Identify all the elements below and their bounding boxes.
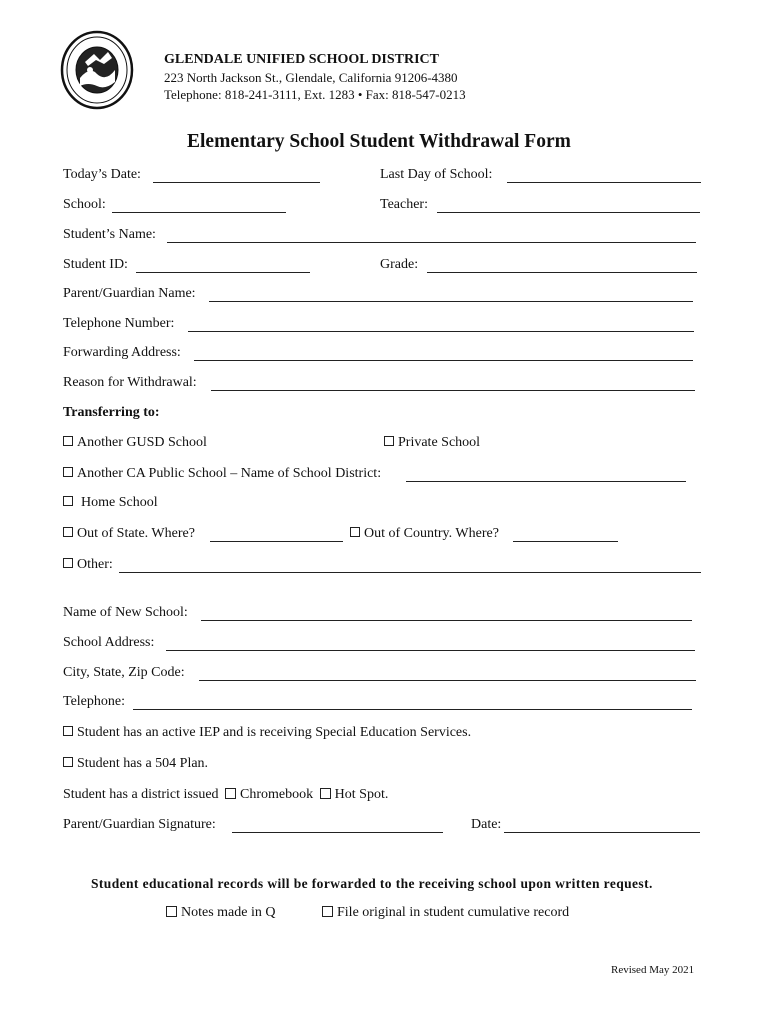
district-issued-row bbox=[63, 787, 388, 803]
telephone-number-field[interactable] bbox=[188, 331, 694, 332]
last-day-label: Last Day of School: bbox=[380, 167, 493, 182]
records-note: Student educational records will be forwarded to the receiving school upon written request. bbox=[91, 876, 653, 891]
file-original-label: File original in student cumulative record bbox=[337, 905, 570, 920]
checkbox-icon[interactable] bbox=[63, 436, 73, 446]
option-home-school[interactable] bbox=[63, 495, 158, 511]
parent-name-field[interactable] bbox=[209, 301, 693, 302]
option-out-of-country[interactable] bbox=[350, 526, 499, 542]
hotspot-checkbox-icon[interactable] bbox=[320, 788, 331, 799]
district-phone: Telephone: 818-241-3111, Ext. 1283 • Fax: 818-547-0213 bbox=[164, 87, 466, 102]
reason-field[interactable] bbox=[211, 390, 695, 391]
grade-label: Grade: bbox=[380, 257, 419, 272]
student-name-label: Student’s Name: bbox=[63, 227, 156, 242]
checkbox-icon[interactable] bbox=[63, 467, 73, 477]
checkbox-icon[interactable] bbox=[384, 436, 394, 446]
telephone-label: Telephone: bbox=[63, 694, 125, 709]
telephone-field[interactable] bbox=[133, 709, 692, 710]
option-out-of-country-label: Out of Country. Where? bbox=[364, 526, 499, 541]
signature-field[interactable] bbox=[232, 832, 443, 833]
date-label: Date: bbox=[471, 817, 502, 832]
option-ca-public-label: Another CA Public School – Name of School District: bbox=[77, 466, 382, 481]
school-field[interactable] bbox=[112, 212, 286, 213]
chromebook-checkbox-icon[interactable] bbox=[225, 788, 236, 799]
option-out-of-state[interactable] bbox=[63, 526, 195, 542]
telephone-number-label: Telephone Number: bbox=[63, 316, 175, 331]
student-id-field[interactable] bbox=[136, 272, 310, 273]
option-private-school-label: Private School bbox=[398, 435, 481, 450]
other-field[interactable] bbox=[119, 572, 701, 573]
checkbox-icon[interactable] bbox=[322, 906, 333, 917]
last-day-field[interactable] bbox=[507, 182, 701, 183]
parent-name-label: Parent/Guardian Name: bbox=[63, 286, 196, 301]
option-out-of-state-label: Out of State. Where? bbox=[77, 526, 195, 541]
option-private-school[interactable] bbox=[384, 435, 480, 451]
revised-date: Revised May 2021 bbox=[611, 964, 695, 976]
teacher-field[interactable] bbox=[437, 212, 700, 213]
school-label: School: bbox=[63, 197, 106, 212]
school-address-label: School Address: bbox=[63, 635, 155, 650]
date-field[interactable] bbox=[504, 832, 700, 833]
form-title: Elementary School Student Withdrawal Form bbox=[187, 131, 571, 152]
out-of-state-field[interactable] bbox=[210, 541, 343, 542]
plan504-option[interactable] bbox=[63, 756, 208, 772]
todays-date-field[interactable] bbox=[153, 182, 320, 183]
option-ca-public[interactable] bbox=[63, 466, 381, 482]
forwarding-address-label: Forwarding Address: bbox=[63, 345, 181, 360]
notes-q-option[interactable] bbox=[166, 905, 275, 921]
checkbox-icon[interactable] bbox=[350, 527, 360, 537]
district-address: 223 North Jackson St., Glendale, California 91206-4380 bbox=[164, 70, 458, 85]
notes-q-label: Notes made in Q bbox=[181, 905, 276, 920]
checkbox-icon[interactable] bbox=[166, 906, 177, 917]
hotspot-label: Hot Spot. bbox=[334, 787, 389, 802]
checkbox-icon[interactable] bbox=[63, 558, 73, 568]
checkbox-icon[interactable] bbox=[63, 496, 73, 506]
new-school-field[interactable] bbox=[201, 620, 692, 621]
checkbox-icon[interactable] bbox=[63, 757, 73, 767]
signature-label: Parent/Guardian Signature: bbox=[63, 817, 216, 832]
district-name: GLENDALE UNIFIED SCHOOL DISTRICT bbox=[164, 52, 440, 67]
district-seal-logo bbox=[60, 30, 134, 110]
file-original-option[interactable] bbox=[322, 905, 569, 921]
city-state-zip-field[interactable] bbox=[199, 680, 696, 681]
iep-option[interactable] bbox=[63, 725, 471, 741]
checkbox-icon[interactable] bbox=[63, 726, 73, 736]
teacher-label: Teacher: bbox=[380, 197, 428, 212]
out-of-country-field[interactable] bbox=[513, 541, 618, 542]
student-name-field[interactable] bbox=[167, 242, 696, 243]
option-another-gusd[interactable] bbox=[63, 435, 207, 451]
district-issued-label: Student has a district issued bbox=[63, 787, 219, 802]
school-district-field[interactable] bbox=[406, 481, 686, 482]
forwarding-address-field[interactable] bbox=[194, 360, 693, 361]
student-id-label: Student ID: bbox=[63, 257, 128, 272]
iep-label: Student has an active IEP and is receiving Special Education Services. bbox=[77, 725, 472, 740]
new-school-label: Name of New School: bbox=[63, 605, 188, 620]
city-state-zip-label: City, State, Zip Code: bbox=[63, 665, 185, 680]
plan504-label: Student has a 504 Plan. bbox=[77, 756, 209, 771]
transferring-to-heading: Transferring to: bbox=[63, 405, 160, 420]
option-another-gusd-label: Another GUSD School bbox=[77, 435, 207, 450]
option-other[interactable] bbox=[63, 557, 113, 573]
reason-label: Reason for Withdrawal: bbox=[63, 375, 197, 390]
school-address-field[interactable] bbox=[166, 650, 695, 651]
todays-date-label: Today’s Date: bbox=[63, 167, 141, 182]
option-home-school-label: Home School bbox=[81, 495, 158, 510]
grade-field[interactable] bbox=[427, 272, 697, 273]
option-other-label: Other: bbox=[77, 557, 113, 572]
chromebook-label: Chromebook bbox=[240, 787, 314, 802]
checkbox-icon[interactable] bbox=[63, 527, 73, 537]
